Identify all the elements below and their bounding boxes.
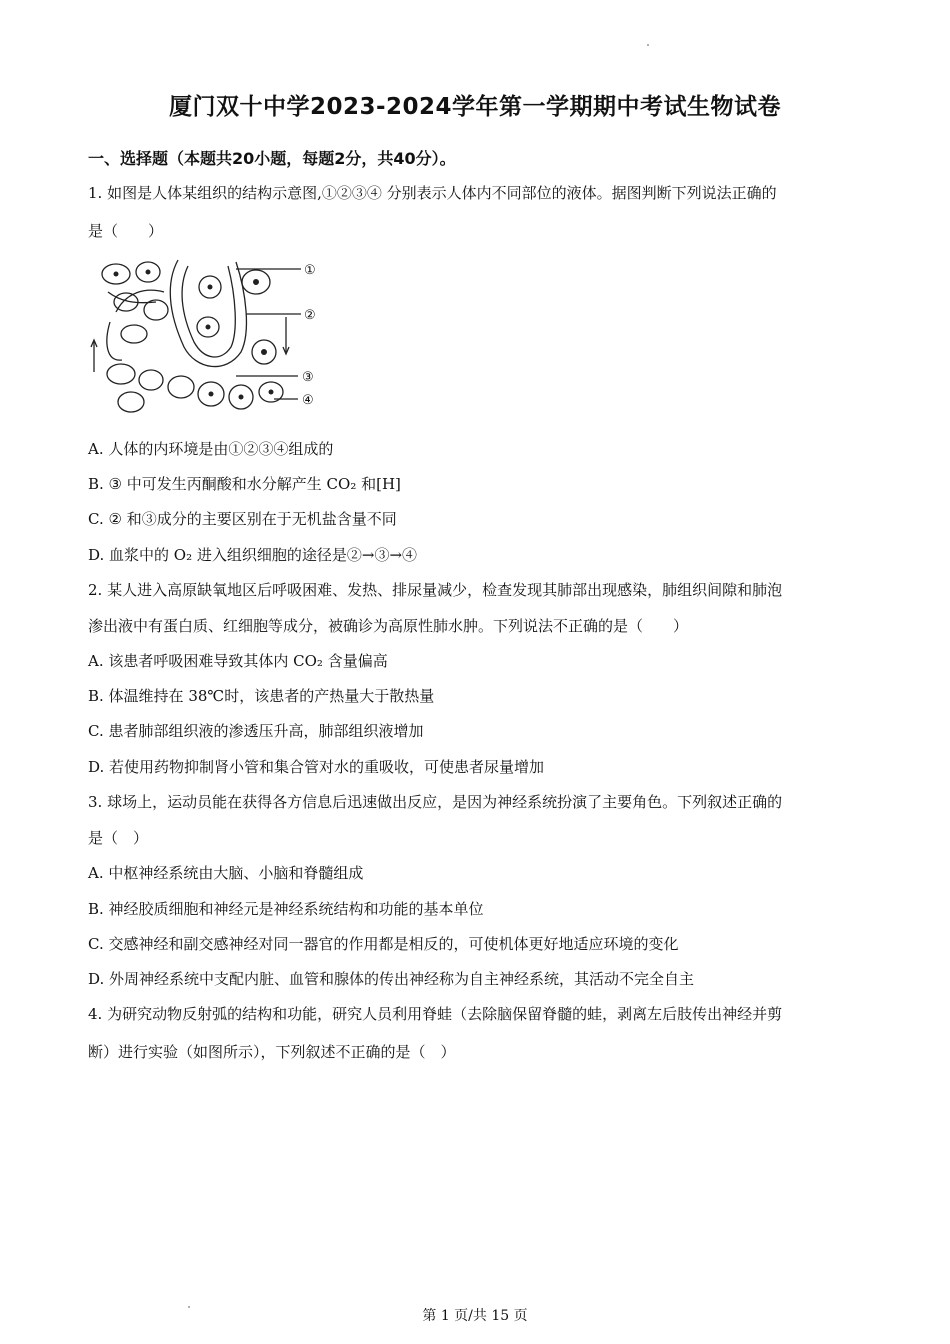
figure-label-1: ① — [304, 263, 316, 278]
figure-label-2: ② — [304, 308, 316, 323]
q1-option-b: B. ③ 中可发生丙酮酸和水分解产生 CO₂ 和[H] — [88, 475, 401, 493]
q4-stem-line-2: 断）进行实验（如图所示），下列叙述不正确的是（ ） — [88, 1043, 456, 1061]
figure-label-3: ③ — [302, 370, 314, 385]
corner-mark-top — [647, 44, 649, 46]
q2-option-a: A. 该患者呼吸困难导致其体内 CO₂ 含量偏高 — [88, 652, 388, 670]
q2-stem-line-2: 渗出液中有蛋白质、红细胞等成分，被确诊为高原性肺水肿。下列说法不正确的是（ ） — [88, 617, 689, 635]
q3-option-c: C. 交感神经和副交感神经对同一器官的作用都是相反的，可使机体更好地适应环境的变化 — [88, 935, 679, 953]
q1-stem-line-2: 是（ ） — [88, 222, 164, 240]
tissue-structure-diagram — [86, 252, 326, 417]
q2-option-c: C. 患者肺部组织液的渗透压升高，肺部组织液增加 — [88, 722, 424, 740]
q2-option-b: B. 体温维持在 38℃时，该患者的产热量大于散热量 — [88, 687, 435, 705]
q3-option-a: A. 中枢神经系统由大脑、小脑和脊髓组成 — [88, 864, 364, 882]
q1-option-d: D. 血浆中的 O₂ 进入组织细胞的途径是②→③→④ — [88, 546, 418, 564]
capillary-inner — [182, 266, 235, 357]
q1-option-c: C. ② 和③成分的主要区别在于无机盐含量不同 — [88, 510, 397, 528]
q2-stem-line-1: 2. 某人进入高原缺氧地区后呼吸困难、发热、排尿量减少，检查发现其肺部出现感染，肺组织间隙和肺泡 — [88, 581, 783, 599]
q3-option-b: B. 神经胶质细胞和神经元是神经系统结构和功能的基本单位 — [88, 900, 484, 918]
q1-option-a: A. 人体的内环境是由①②③④组成的 — [88, 440, 334, 458]
q3-stem-line-1: 3. 球场上，运动员能在获得各方信息后迅速做出反应，是因为神经系统扮演了主要角色。下列叙述正确的 — [88, 793, 783, 811]
figure-label-4: ④ — [302, 393, 314, 408]
q3-stem-line-2: 是（ ） — [88, 829, 149, 847]
q3-option-d: D. 外周神经系统中支配内脏、血管和腺体的传出神经称为自主神经系统，其活动不完全自主 — [88, 970, 695, 988]
page-title: 厦门双十中学2023-2024学年第一学期期中考试生物试卷 — [168, 94, 782, 120]
q4-stem-line-1: 4. 为研究动物反射弧的结构和功能，研究人员利用脊蛙（去除脑保留脊髓的蛙，剥离左后肢传出神经并剪 — [88, 1005, 783, 1023]
page-footer: 第 1 页/共 15 页 — [422, 1308, 528, 1324]
section-heading: 一、选择题（本题共20小题，每题2分，共40分）。 — [88, 149, 456, 168]
q1-stem-line-1: 1. 如图是人体某组织的结构示意图,①②③④ 分别表示人体内不同部位的液体。据图判断下列说法正确的 — [88, 184, 777, 202]
q2-option-d: D. 若使用药物抑制肾小管和集合管对水的重吸收，可使患者尿量增加 — [88, 758, 545, 776]
